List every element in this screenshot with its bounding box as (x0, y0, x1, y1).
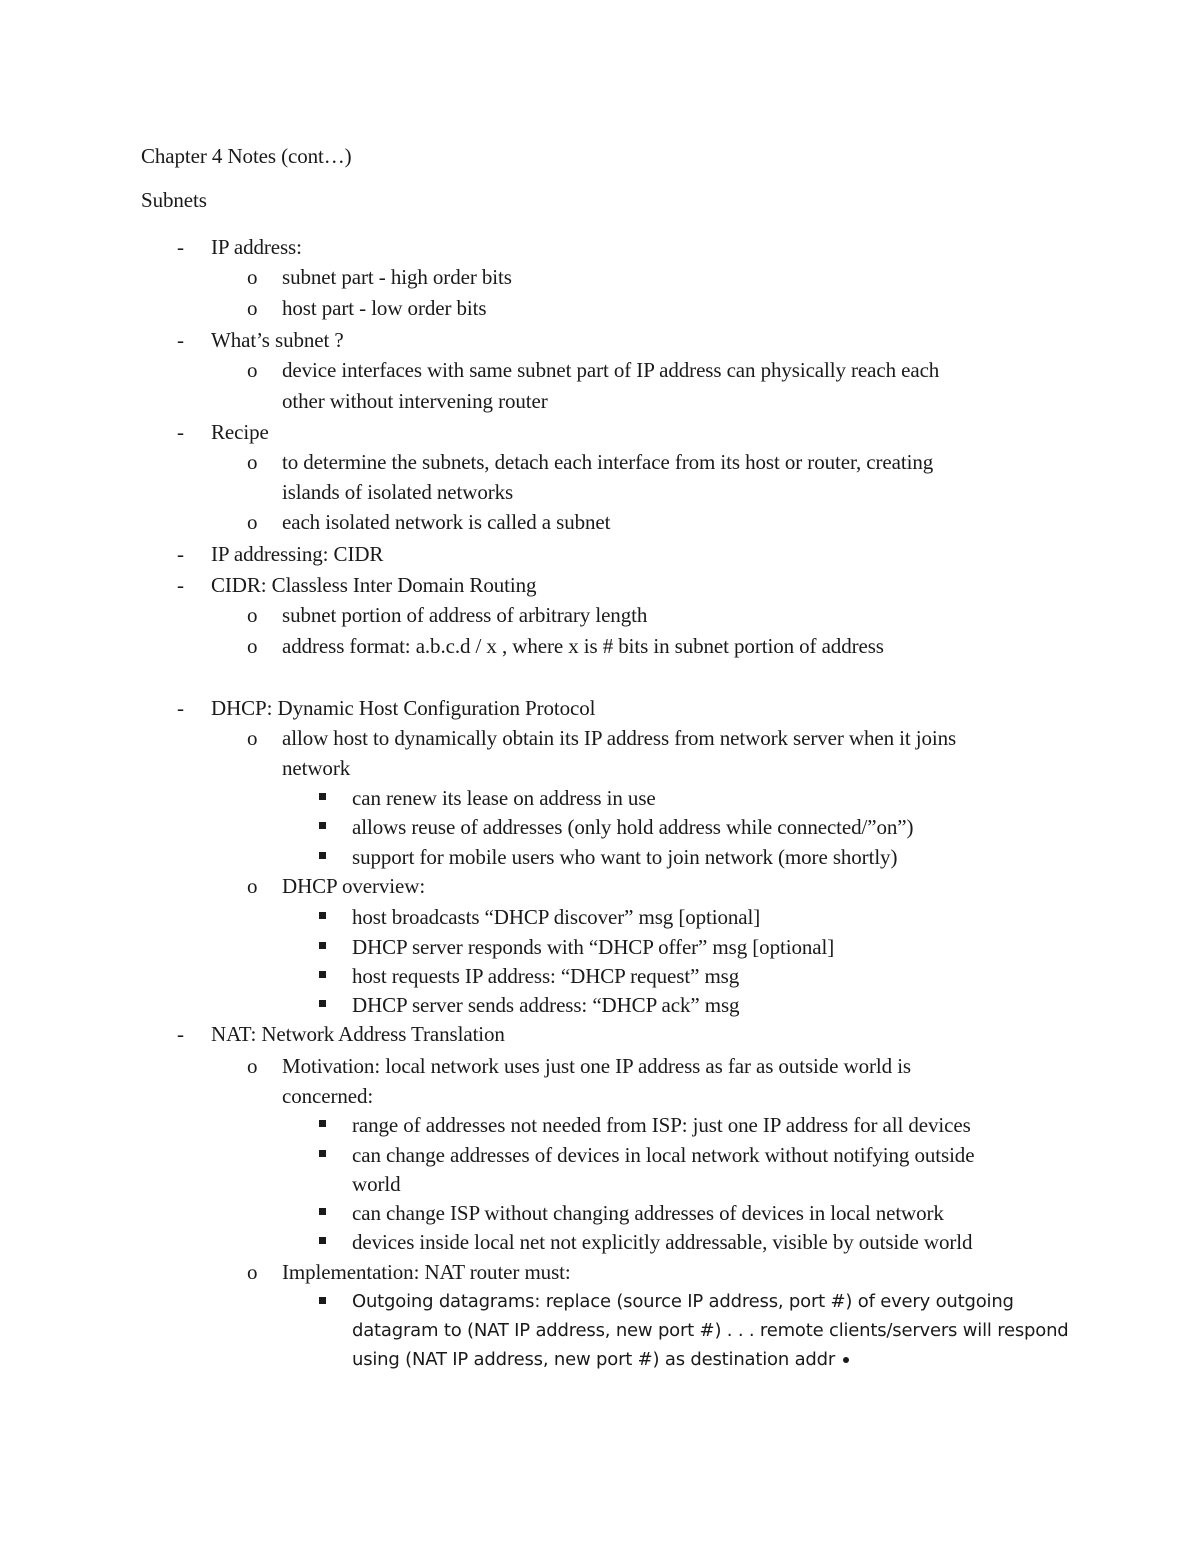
square-bullet (319, 1237, 326, 1244)
list-item: can change addresses of devices in local network without notifying outside (352, 1143, 975, 1167)
list-item: Recipe (211, 420, 269, 444)
circle-bullet: o (247, 296, 258, 320)
dash-bullet: - (177, 328, 184, 352)
list-item: What’s subnet ? (211, 328, 344, 352)
list-item: subnet part - high order bits (282, 265, 512, 289)
list-item-continued: datagram to (NAT IP address, new port #) . . . remote clients/servers will respond (352, 1320, 1069, 1341)
square-bullet (319, 971, 326, 978)
list-item: range of addresses not needed from ISP: just one IP address for all devices (352, 1113, 971, 1137)
circle-bullet: o (247, 874, 258, 898)
list-item: host broadcasts “DHCP discover” msg [optional] (352, 905, 761, 929)
square-bullet (319, 793, 326, 800)
circle-bullet: o (247, 634, 258, 658)
circle-bullet: o (247, 1260, 258, 1284)
list-item: devices inside local net not explicitly addressable, visible by outside world (352, 1230, 973, 1254)
list-item: to determine the subnets, detach each interface from its host or router, creating (282, 450, 934, 474)
list-item: allows reuse of addresses (only hold address while connected/”on”) (352, 815, 914, 839)
page-title: Chapter 4 Notes (cont…) (141, 144, 352, 168)
list-item-continued: concerned: (282, 1084, 374, 1108)
list-item: Motivation: local network uses just one IP address as far as outside world is (282, 1054, 911, 1078)
square-bullet (319, 852, 326, 859)
square-bullet (319, 1150, 326, 1157)
list-item: IP address: (211, 235, 302, 259)
list-item-continued: other without intervening router (282, 389, 548, 413)
list-item: host part - low order bits (282, 296, 487, 320)
list-item: DHCP overview: (282, 874, 426, 898)
list-item: IP addressing: CIDR (211, 542, 384, 566)
circle-bullet: o (247, 603, 258, 627)
circle-bullet: o (247, 265, 258, 289)
list-item: host requests IP address: “DHCP request” msg (352, 964, 740, 988)
list-item-continued (352, 1345, 849, 1375)
dash-bullet: - (177, 420, 184, 444)
list-item-continued: islands of isolated networks (282, 480, 514, 504)
circle-bullet: o (247, 510, 258, 534)
square-bullet (319, 1000, 326, 1007)
list-item: allow host to dynamically obtain its IP address from network server when it joins (282, 726, 957, 750)
list-item: each isolated network is called a subnet (282, 510, 611, 534)
square-bullet (319, 1297, 326, 1304)
square-bullet (319, 822, 326, 829)
square-bullet (319, 912, 326, 919)
square-bullet (319, 1120, 326, 1127)
list-item: support for mobile users who want to join network (more shortly) (352, 845, 898, 869)
dash-bullet: - (177, 696, 184, 720)
list-item: device interfaces with same subnet part of IP address can physically reach each (282, 358, 940, 382)
list-item-continued: network (282, 756, 351, 780)
circle-bullet: o (247, 1054, 258, 1078)
list-item: Outgoing datagrams: replace (source IP address, port #) of every outgoing (352, 1291, 1014, 1312)
list-item-text: using (NAT IP address, new port #) as destination addr (352, 1349, 836, 1370)
list-item: Implementation: NAT router must: (282, 1260, 571, 1284)
list-item: can change ISP without changing addresses of devices in local network (352, 1201, 944, 1225)
list-item: DHCP: Dynamic Host Configuration Protocol (211, 696, 596, 720)
bullet-dot-icon (843, 1357, 849, 1363)
list-item: address format: a.b.c.d / x , where x is # bits in subnet portion of address (282, 634, 884, 658)
dash-bullet: - (177, 1022, 184, 1046)
list-item: CIDR: Classless Inter Domain Routing (211, 573, 537, 597)
square-bullet (319, 942, 326, 949)
dash-bullet: - (177, 542, 184, 566)
section-heading: Subnets (141, 188, 207, 212)
circle-bullet: o (247, 358, 258, 382)
circle-bullet: o (247, 726, 258, 750)
dash-bullet: - (177, 235, 184, 259)
list-item-continued: world (352, 1172, 401, 1196)
dash-bullet: - (177, 573, 184, 597)
circle-bullet: o (247, 450, 258, 474)
list-item: can renew its lease on address in use (352, 786, 656, 810)
list-item: DHCP server responds with “DHCP offer” msg [optional] (352, 935, 835, 959)
list-item: DHCP server sends address: “DHCP ack” msg (352, 993, 740, 1017)
list-item: NAT: Network Address Translation (211, 1022, 505, 1046)
square-bullet (319, 1208, 326, 1215)
list-item: subnet portion of address of arbitrary length (282, 603, 648, 627)
